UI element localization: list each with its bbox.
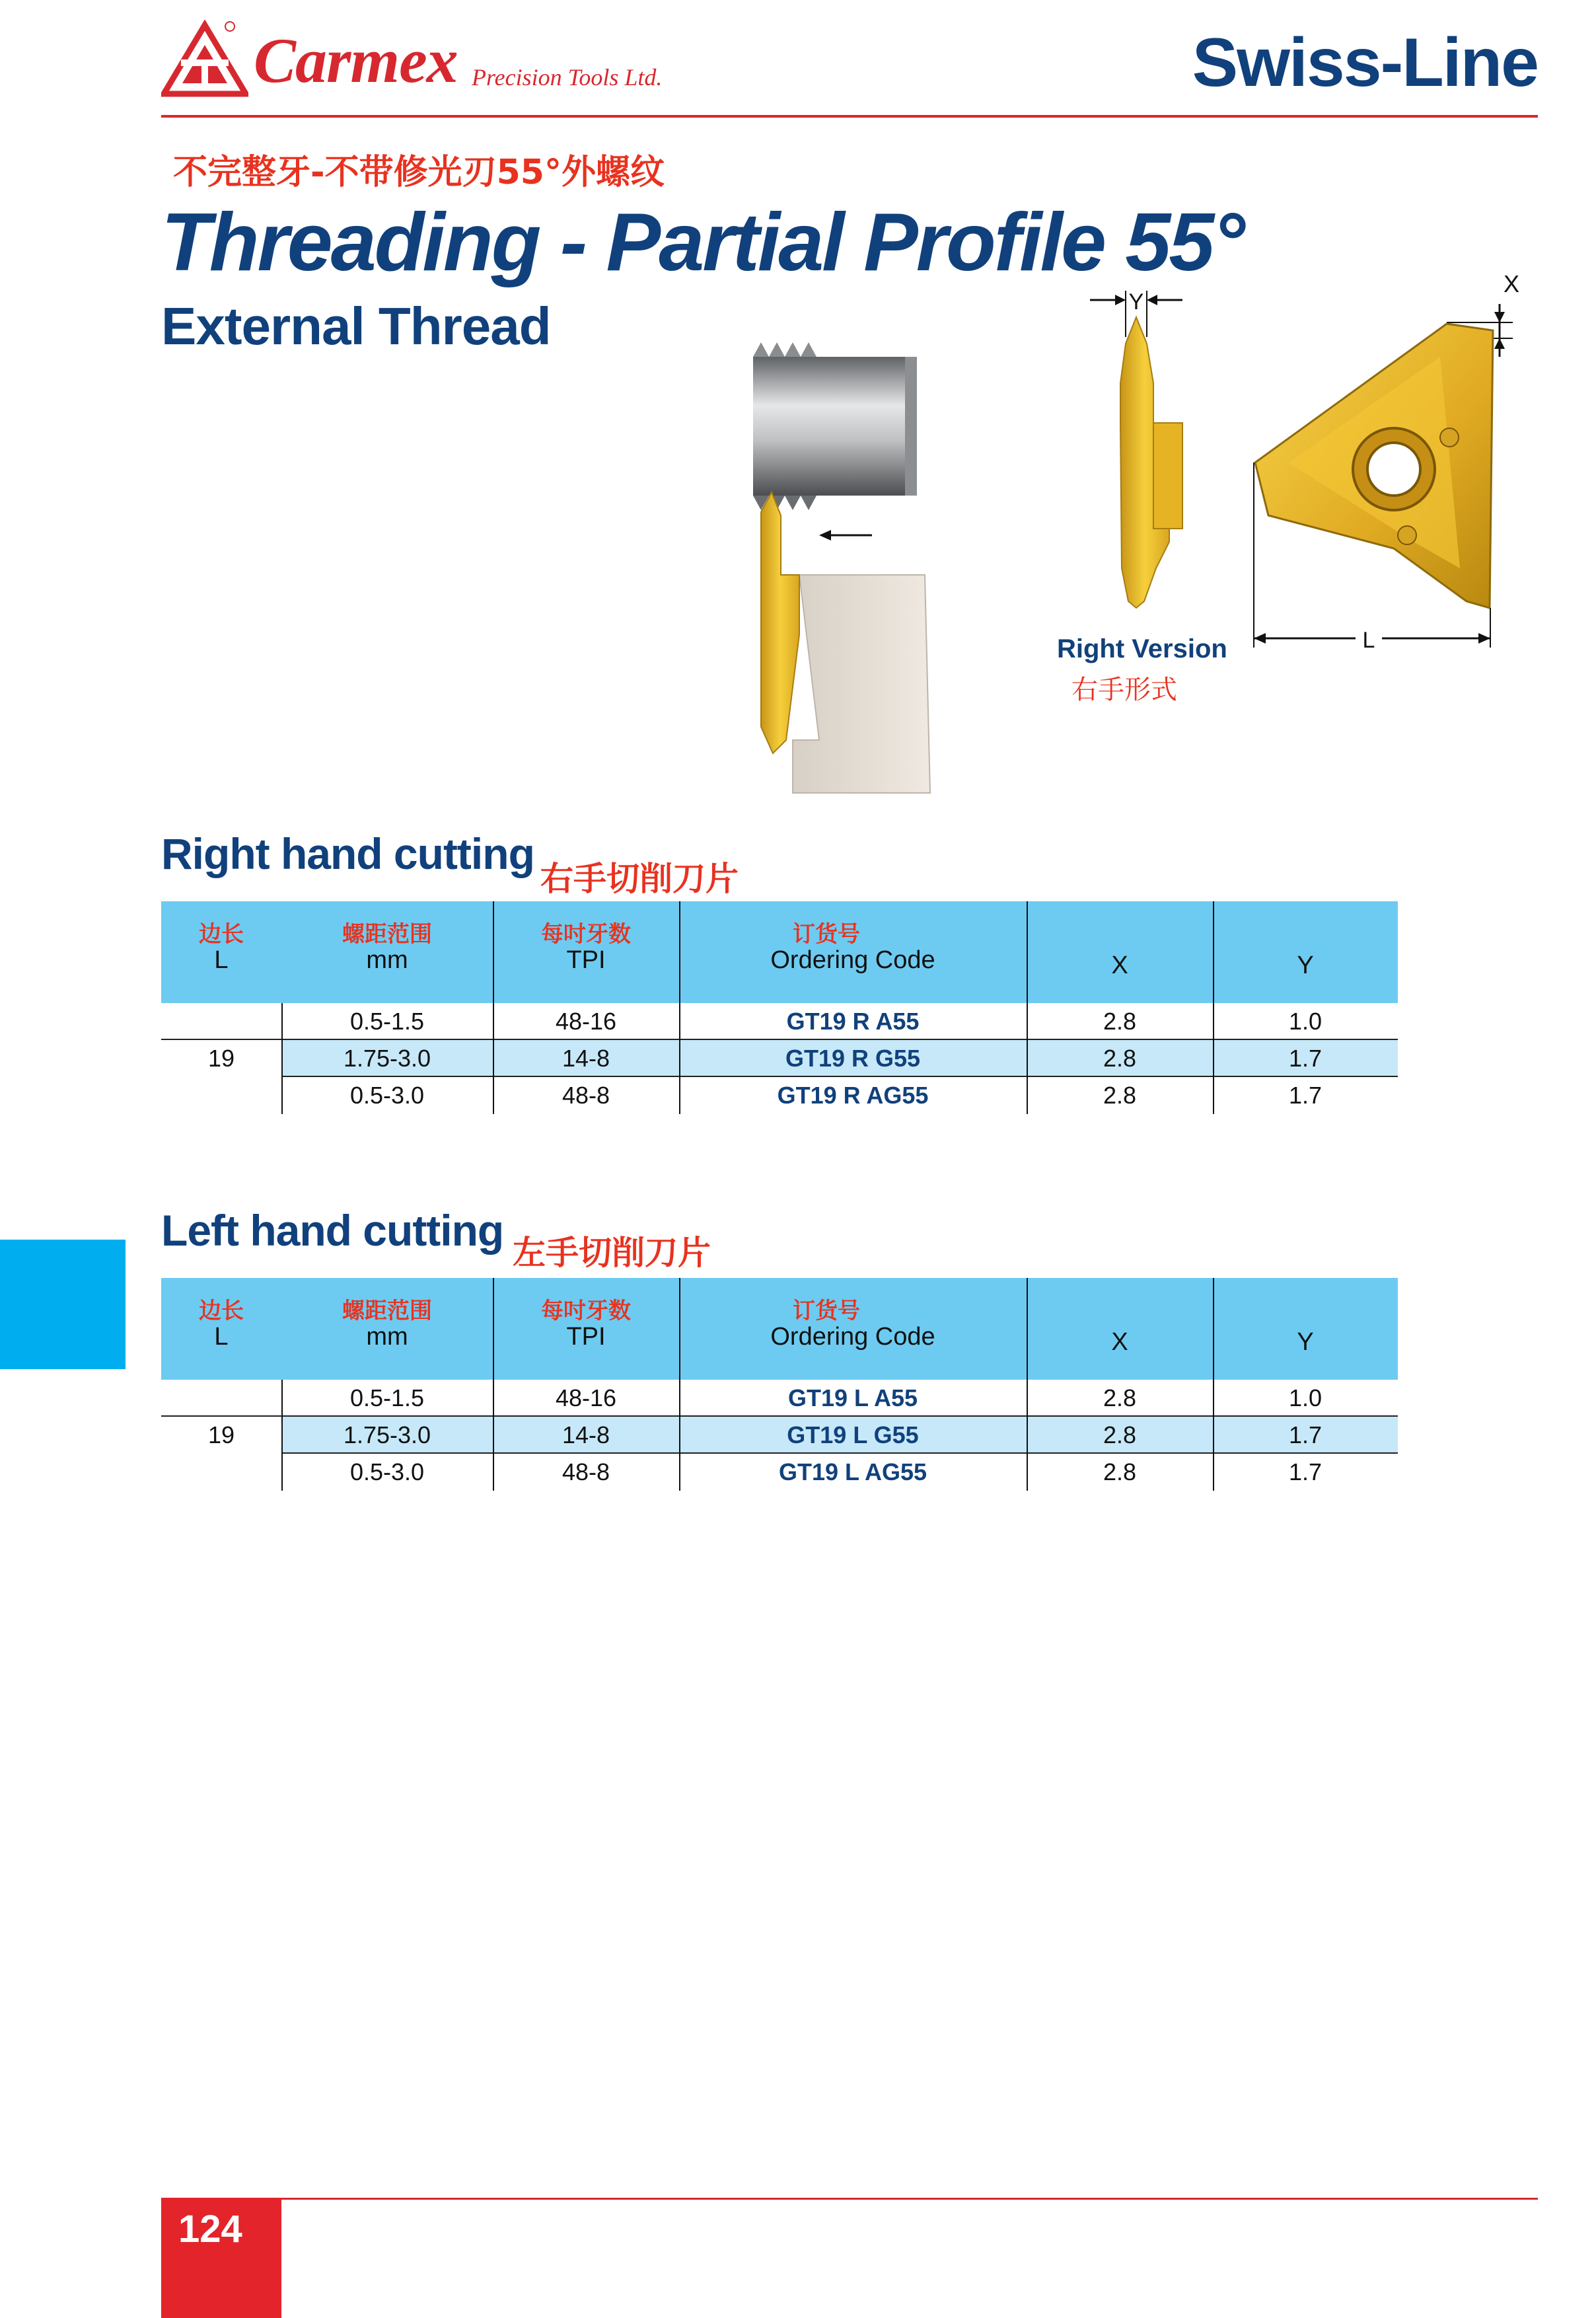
col-x: X bbox=[1111, 1328, 1128, 1356]
table-header bbox=[161, 1278, 1398, 1380]
page-title-cn: 不完整牙-不带修光刃55°外螺纹 bbox=[173, 153, 665, 192]
col-y: Y bbox=[1297, 952, 1314, 979]
table-row: 0.5-1.5 48-16 GT19 R A55 2.8 1.0 bbox=[161, 1003, 1398, 1040]
header-divider bbox=[161, 115, 1538, 118]
right-version-label: Right Version bbox=[1057, 634, 1227, 663]
right-version-label-cn: 右手形式 bbox=[1071, 675, 1177, 705]
section-side-tab bbox=[0, 1240, 126, 1369]
left-hand-heading: Left hand cutting bbox=[161, 1206, 504, 1255]
col-y: Y bbox=[1297, 1328, 1314, 1356]
col-mm: 螺距范围 mm bbox=[342, 921, 432, 974]
right-hand-heading-cn: 右手切削刀片 bbox=[540, 860, 739, 898]
page-number: 124 bbox=[178, 2208, 242, 2251]
table-row: 0.5-3.0 48-8 GT19 L AG55 2.8 1.7 bbox=[349, 1458, 1323, 1485]
col-ordering-code: 订货号 Ordering Code bbox=[770, 921, 935, 974]
right-hand-table bbox=[161, 901, 1398, 1114]
col-l: 边长 L bbox=[199, 1298, 244, 1351]
left-hand-table bbox=[161, 1278, 1398, 1491]
table-row: 0.5-3.0 48-8 GT19 R AG55 2.8 1.7 bbox=[349, 1082, 1323, 1109]
brand-name: Carmex bbox=[254, 25, 458, 96]
table-cell-l: 19 bbox=[161, 1040, 281, 1077]
col-x: X bbox=[1111, 952, 1128, 979]
table-body bbox=[161, 1380, 1398, 1491]
col-mm: 螺距范围 mm bbox=[342, 1298, 432, 1351]
insert-side-view bbox=[1070, 291, 1202, 621]
brand-subtitle: Precision Tools Ltd. bbox=[472, 64, 663, 91]
right-hand-heading: Right hand cutting bbox=[161, 829, 534, 878]
col-l: 边长 L bbox=[199, 921, 244, 974]
threading-setup-illustration bbox=[720, 264, 938, 806]
section-label: Swiss-Line bbox=[1192, 24, 1538, 101]
carmex-logo bbox=[161, 12, 663, 98]
dimension-l-label: L bbox=[1362, 628, 1375, 653]
page-title: Threading - Partial Profile 55° bbox=[161, 197, 1243, 288]
dimension-y-label: Y bbox=[1128, 291, 1144, 315]
table-cell-l: 19 bbox=[161, 1417, 281, 1454]
table-body bbox=[161, 1003, 1398, 1114]
table-row: 0.5-1.5 48-16 GT19 L A55 2.8 1.0 bbox=[161, 1380, 1398, 1417]
col-tpi: 每吋牙数 TPI bbox=[541, 1298, 631, 1351]
page-subtitle: External Thread bbox=[161, 297, 551, 355]
carmex-logo-icon bbox=[161, 20, 248, 98]
dimension-x-label: X bbox=[1503, 270, 1519, 297]
insert-top-view bbox=[1242, 264, 1519, 674]
col-tpi: 每吋牙数 TPI bbox=[541, 921, 631, 974]
table-row: 1.75-3.0 14-8 GT19 L G55 2.8 1.7 bbox=[161, 1417, 1398, 1454]
table-row: 1.75-3.0 14-8 GT19 R G55 2.8 1.7 bbox=[161, 1040, 1398, 1077]
footer-divider bbox=[161, 2198, 1538, 2200]
left-hand-heading-cn: 左手切削刀片 bbox=[513, 1234, 711, 1272]
table-header bbox=[161, 901, 1398, 1003]
col-ordering-code: 订货号 Ordering Code bbox=[770, 1298, 935, 1351]
